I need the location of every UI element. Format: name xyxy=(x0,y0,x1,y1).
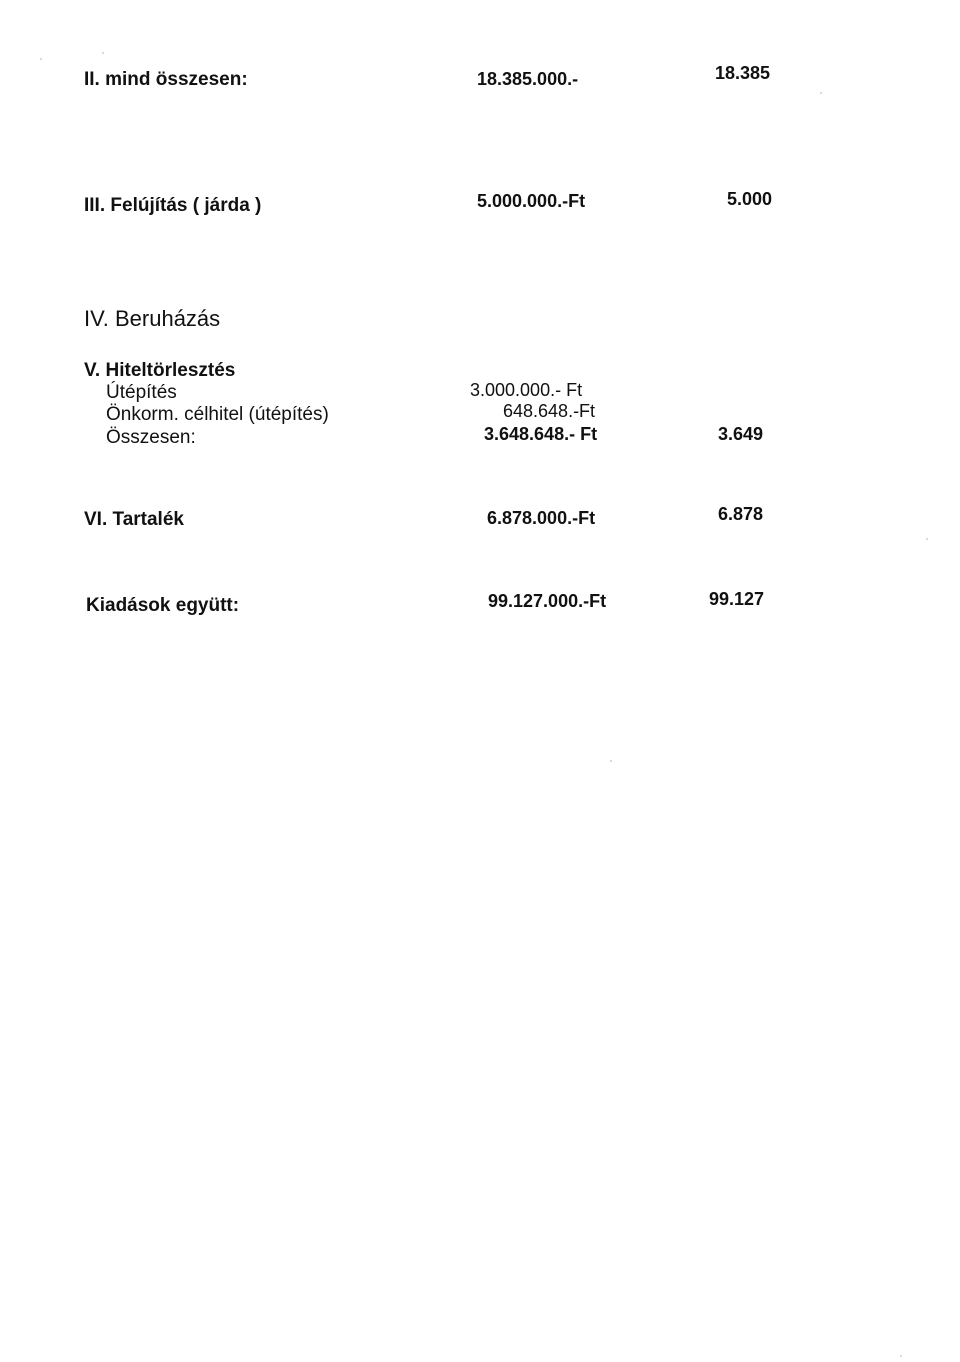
row-expenses-amount: 99.127.000.-Ft xyxy=(488,591,607,611)
row-expenses-label: Kiadások együtt: xyxy=(86,595,240,616)
row-iii-thousand: 5.000 xyxy=(727,189,773,209)
row-v-item-2-amount: 648.648.-Ft xyxy=(503,401,596,421)
row-v-item-2-label: Önkorm. célhitel (útépítés) xyxy=(106,404,329,425)
row-ii-amount: 18.385.000.- xyxy=(477,69,579,89)
row-v-item-1-amount: 3.000.000.- Ft xyxy=(470,380,583,400)
row-vi-label: VI. Tartalék xyxy=(84,509,184,530)
scan-speck xyxy=(102,52,104,54)
row-iii-amount: 5.000.000.-Ft xyxy=(477,191,586,211)
row-vi-thousand: 6.878 xyxy=(718,504,764,524)
row-iii-renovation xyxy=(0,190,960,218)
row-v-total xyxy=(0,425,960,453)
row-ii-label: II. mind összesen: xyxy=(84,69,248,90)
row-expenses-thousand: 99.127 xyxy=(709,589,765,609)
row-iv-investment xyxy=(0,306,960,334)
scan-speck xyxy=(926,538,928,540)
scan-speck xyxy=(820,92,822,94)
scan-speck xyxy=(900,1355,902,1357)
row-iv-label: IV. Beruházás xyxy=(84,306,221,331)
row-ii-total xyxy=(0,64,960,92)
row-ii-thousand: 18.385 xyxy=(715,63,771,83)
scan-speck xyxy=(40,58,42,60)
row-vi-reserve xyxy=(0,505,960,533)
row-v-total-label: Összesen: xyxy=(106,427,196,448)
row-iii-label: III. Felújítás ( járda ) xyxy=(84,195,262,216)
scan-speck xyxy=(610,760,612,762)
row-v-item-1-label: Útépítés xyxy=(106,382,177,403)
row-expenses-total xyxy=(0,588,960,616)
row-v-total-thousand: 3.649 xyxy=(718,424,764,444)
row-v-total-amount: 3.648.648.- Ft xyxy=(484,424,598,444)
row-v-label: V. Hiteltörlesztés xyxy=(84,360,236,381)
row-vi-amount: 6.878.000.-Ft xyxy=(487,508,596,528)
